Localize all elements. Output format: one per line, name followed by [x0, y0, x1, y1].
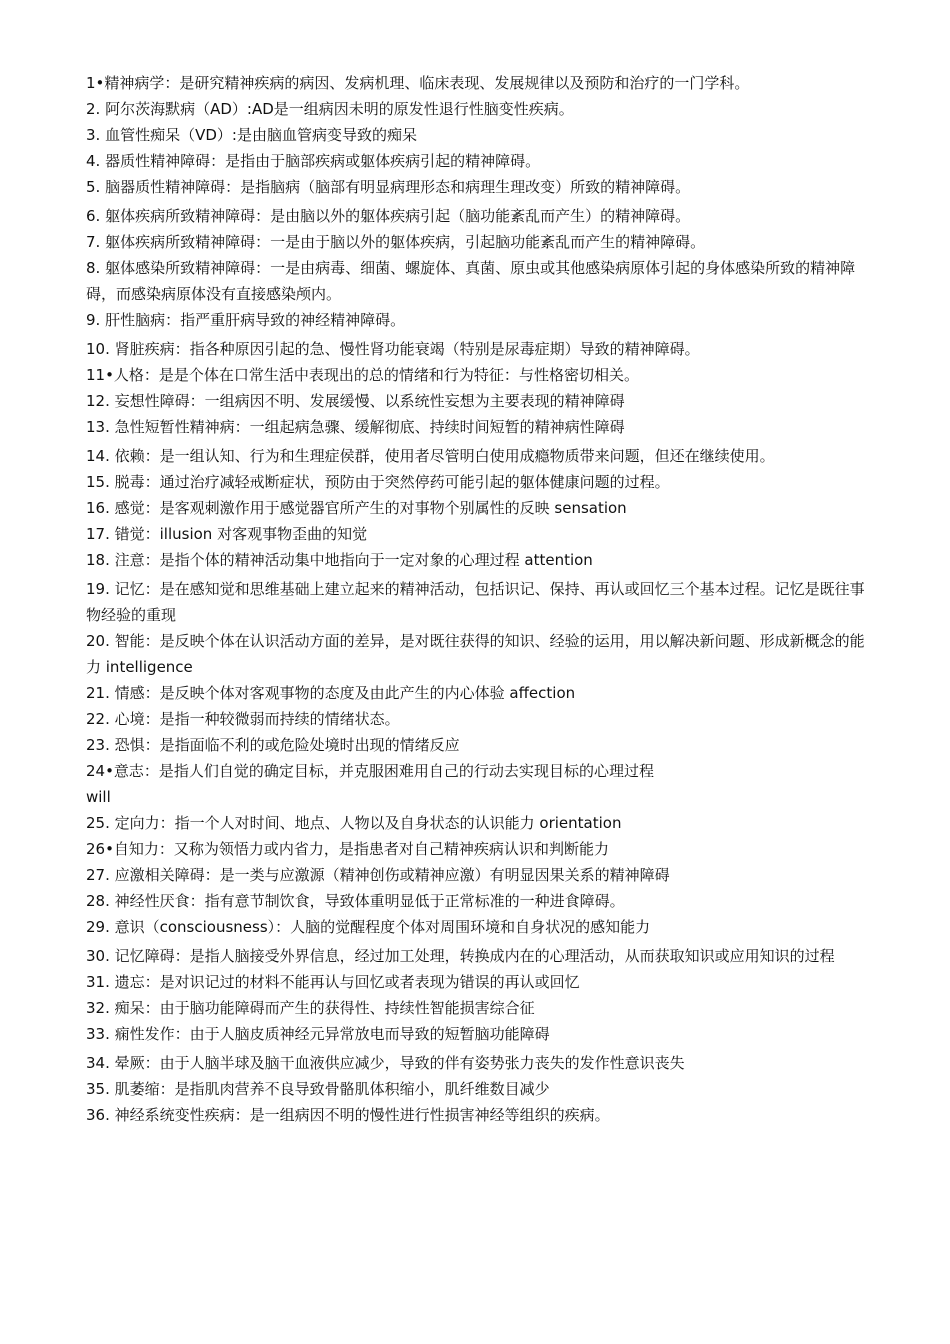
definition-item-3: 3. 血管性痴呆（VD）:是由脑血管病变导致的痴呆	[86, 126, 417, 144]
definition-item-25: 25. 定向力：指一个人对时间、地点、人物以及自身状态的认识能力 orientation	[86, 814, 622, 832]
definition-item-10: 10. 肾脏疾病：指各种原因引起的急、慢性肾功能衰竭（特别是尿毒症期）导致的精神障碍。	[86, 340, 700, 358]
definition-item-32: 32. 痴呆：由于脑功能障碍而产生的获得性、持续性智能损害综合征	[86, 999, 535, 1017]
definition-item-19: 19. 记忆：是在感知觉和思维基础上建立起来的精神活动，包括识记、保持、再认或回忆三个基本过程。记忆是既往事物经验的重现	[86, 580, 865, 624]
definition-item-4: 4. 器质性精神障碍：是指由于脑部疾病或躯体疾病引起的精神障碍。	[86, 152, 541, 170]
definition-item-28: 28. 神经性厌食：指有意节制饮食，导致体重明显低于正常标准的一种进食障碍。	[86, 892, 625, 910]
definition-item-14: 14. 依赖：是一组认知、行为和生理症侯群，使用者尽管明白使用成瘾物质带来问题，但还在继续使用。	[86, 447, 775, 465]
definition-item-24: 24•意志：是指人们自觉的确定目标，并克服困难用自己的行动去实现目标的心理过程	[86, 762, 654, 780]
definition-item-27: 27. 应激相关障碍：是一类与应激源（精神创伤或精神应激）有明显因果关系的精神障碍	[86, 866, 670, 884]
definition-item-12: 12. 妄想性障碍：一组病因不明、发展缓慢、以系统性妄想为主要表现的精神障碍	[86, 392, 625, 410]
definition-item-11: 11•人格：是是个体在口常生活中表现出的总的情绪和行为特征：与性格密切相关。	[86, 366, 639, 384]
definition-item-1: 1•精神病学：是研究精神疾病的病因、发病机理、临床表现、发展规律以及预防和治疗的一门学科。	[86, 74, 750, 92]
definition-item-34: 34. 晕厥：由于人脑半球及脑干血液供应减少，导致的伴有姿势张力丧失的发作性意识丧失	[86, 1054, 685, 1072]
definition-item-18: 18. 注意：是指个体的精神活动集中地指向于一定对象的心理过程 attention	[86, 551, 593, 569]
definition-item-6: 6. 躯体疾病所致精神障碍：是由脑以外的躯体疾病引起（脑功能紊乱而产生）的精神障碍。	[86, 207, 691, 225]
definition-item-26: 26•自知力：又称为领悟力或内省力，是指患者对自己精神疾病认识和判断能力	[86, 840, 609, 858]
definition-item-24-continuation: will	[86, 788, 111, 806]
document-body	[86, 70, 866, 1128]
definition-item-36: 36. 神经系统变性疾病：是一组病因不明的慢性进行性损害神经等组织的疾病。	[86, 1106, 610, 1124]
definition-item-17: 17. 错觉：illusion 对客观事物歪曲的知觉	[86, 525, 368, 543]
definition-item-5: 5. 脑器质性精神障碍：是指脑病（脑部有明显病理形态和病理生理改变）所致的精神障碍。	[86, 178, 691, 196]
definition-item-29: 29. 意识（consciousness）：人脑的觉醒程度个体对周围环境和自身状况的感知能力	[86, 918, 651, 936]
definition-item-21: 21. 情感：是反映个体对客观事物的态度及由此产生的内心体验 affection	[86, 684, 576, 702]
definition-item-16: 16. 感觉：是客观刺激作用于感觉器官所产生的对事物个别属性的反映 sensation	[86, 499, 627, 517]
definition-item-33: 33. 痫性发作：由于人脑皮质神经元异常放电而导致的短暂脑功能障碍	[86, 1025, 550, 1043]
definition-item-13: 13. 急性短暂性精神病：一组起病急骤、缓解彻底、持续时间短暂的精神病性障碍	[86, 418, 625, 436]
definition-item-35: 35. 肌萎缩：是指肌肉营养不良导致骨骼肌体积缩小，肌纤维数目减少	[86, 1080, 550, 1098]
definition-item-2: 2. 阿尔茨海默病（AD）:AD是一组病因未明的原发性退行性脑变性疾病。	[86, 100, 574, 118]
definition-item-8: 8. 躯体感染所致精神障碍：一是由病毒、细菌、螺旋体、真菌、原虫或其他感染病原体引起的身体感染所致的精神障碍，而感染病原体没有直接感染颅内。	[86, 259, 856, 303]
definition-item-31: 31. 遗忘：是对识记过的材料不能再认与回忆或者表现为错误的再认或回忆	[86, 973, 580, 991]
definition-item-7: 7. 躯体疾病所致精神障碍：一是由于脑以外的躯体疾病，引起脑功能紊乱而产生的精神障碍。	[86, 233, 706, 251]
definition-item-20: 20. 智能：是反映个体在认识活动方面的差异，是对既往获得的知识、经验的运用，用以解决新问题、形成新概念的能力 intelligence	[86, 632, 865, 676]
definition-item-9: 9. 肝性脑病：指严重肝病导致的神经精神障碍。	[86, 311, 406, 329]
definition-item-30: 30. 记忆障碍：是指人脑接受外界信息，经过加工处理，转换成内在的心理活动，从而获取知识或应用知识的过程	[86, 947, 835, 965]
definition-item-22: 22. 心境：是指一种较微弱而持续的情绪状态。	[86, 710, 400, 728]
definition-item-15: 15. 脱毒：通过治疗减轻戒断症状，预防由于突然停药可能引起的躯体健康问题的过程。	[86, 473, 670, 491]
definition-item-23: 23. 恐惧：是指面临不利的或危险处境时出现的情绪反应	[86, 736, 460, 754]
